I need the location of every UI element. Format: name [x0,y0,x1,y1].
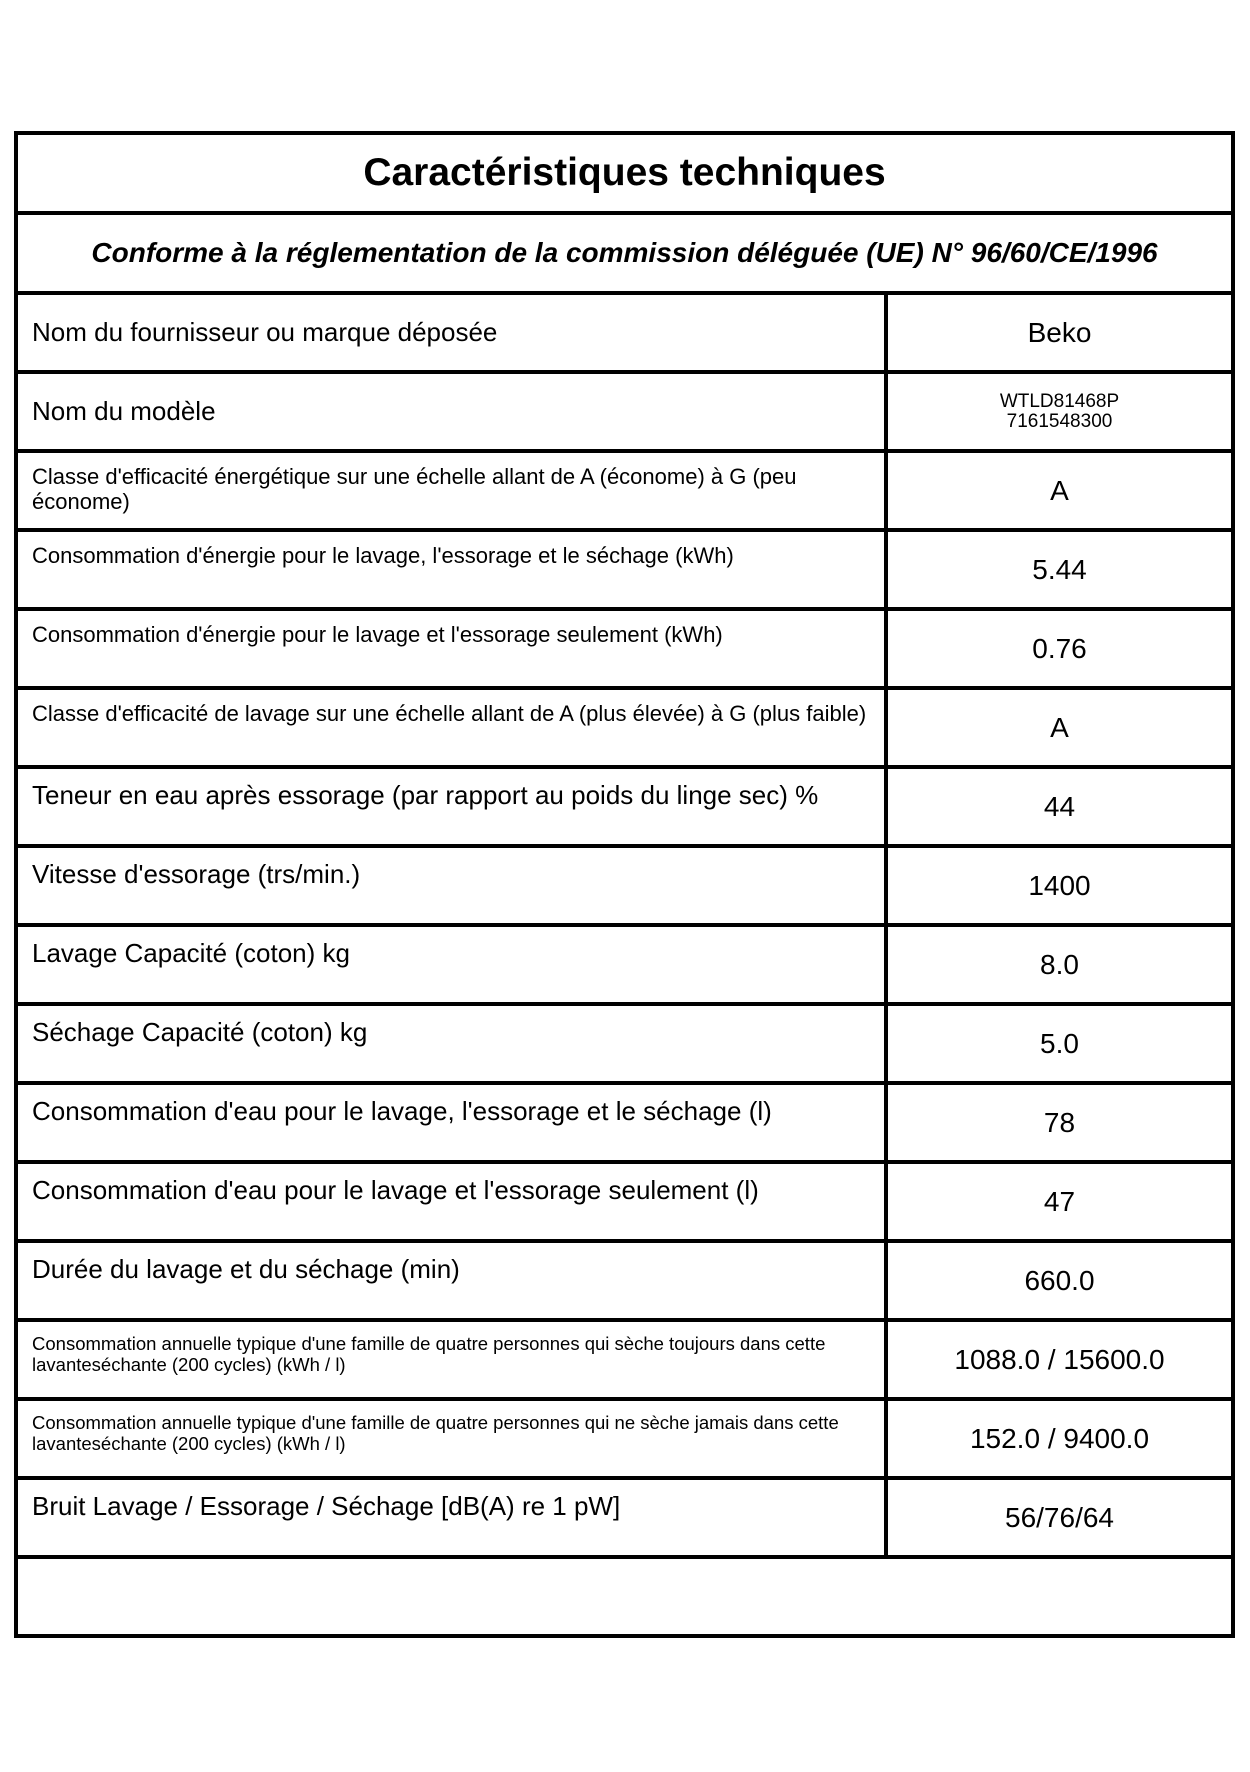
spec-value: 78 [1043,1106,1076,1138]
spec-value: 1400 [1028,869,1091,901]
model-number: 7161548300 [1006,410,1113,432]
spec-value-model [888,374,1231,449]
spec-label: Consommation annuelle typique d'une famille de quatre personnes qui ne sèche jamais dans cette lavanteséchante (200 cycles) (kWh / l) [18,1401,888,1476]
spec-row-duration [18,1243,1231,1322]
spec-value: Beko [1027,316,1092,348]
spec-value: 1088.0 / 15600.0 [954,1343,1165,1375]
spec-row-wash-capacity [18,927,1231,1006]
spec-value: 56/76/64 [1005,1501,1114,1533]
spec-label: Classe d'efficacité de lavage sur une échelle allant de A (plus élevée) à G (plus faible) [18,690,888,765]
spec-row-annual-never-dry [18,1401,1231,1480]
spec-label: Durée du lavage et du séchage (min) [18,1243,888,1318]
spec-value: 660.0 [1024,1264,1095,1296]
spec-row-water-content [18,769,1231,848]
spec-value: 8.0 [1040,948,1079,980]
spec-row-dry-capacity [18,1006,1231,1085]
spec-row-water-wash-dry [18,1085,1231,1164]
spec-value: 0.76 [1032,632,1087,664]
spec-value: 44 [1043,790,1076,822]
spec-label: Nom du modèle [18,374,888,449]
spec-label: Séchage Capacité (coton) kg [18,1006,888,1081]
spec-value: 152.0 / 9400.0 [969,1422,1150,1454]
spec-row-supplier [18,295,1231,374]
spec-table [18,295,1231,1559]
spec-value: 5.0 [1040,1027,1079,1059]
spec-sheet [14,131,1235,1638]
spec-label: Lavage Capacité (coton) kg [18,927,888,1002]
spec-label: Consommation d'eau pour le lavage, l'essorage et le séchage (l) [18,1085,888,1160]
spec-label: Consommation d'énergie pour le lavage et l'essorage seulement (kWh) [18,611,888,686]
spec-label: Vitesse d'essorage (trs/min.) [18,848,888,923]
document-title: Caractéristiques techniques [18,135,1231,215]
spec-label: Bruit Lavage / Essorage / Séchage [dB(A) re 1 pW] [18,1480,888,1555]
spec-row-wash-class [18,690,1231,769]
spec-label: Classe d'efficacité énergétique sur une échelle allant de A (économe) à G (peu économe) [18,453,888,528]
spec-label: Consommation annuelle typique d'une famille de quatre personnes qui sèche toujours dans cette lavanteséchante (200 cycles) (kWh / l) [18,1322,888,1397]
spec-label: Teneur en eau après essorage (par rapport au poids du linge sec) % [18,769,888,844]
spec-row-water-wash [18,1164,1231,1243]
spec-row-energy-wash [18,611,1231,690]
spec-row-energy-wash-dry [18,532,1231,611]
spec-label: Consommation d'énergie pour le lavage, l'essorage et le séchage (kWh) [18,532,888,607]
spec-value: A [1050,711,1069,743]
spec-row-energy-class [18,453,1231,532]
spec-row-noise [18,1480,1231,1559]
spec-row-spin-speed [18,848,1231,927]
model-name: WTLD81468P [999,390,1120,412]
empty-footer-row [18,1565,1231,1634]
spec-value: 47 [1043,1185,1076,1217]
spec-label: Nom du fournisseur ou marque déposée [18,295,888,370]
spec-row-model [18,374,1231,453]
spec-row-annual-always-dry [18,1322,1231,1401]
spec-value: A [1050,474,1069,506]
spec-label: Consommation d'eau pour le lavage et l'essorage seulement (l) [18,1164,888,1239]
spec-value: 5.44 [1032,553,1087,585]
document-subtitle: Conforme à la réglementation de la commission déléguée (UE) N° 96/60/CE/1996 [18,215,1231,295]
